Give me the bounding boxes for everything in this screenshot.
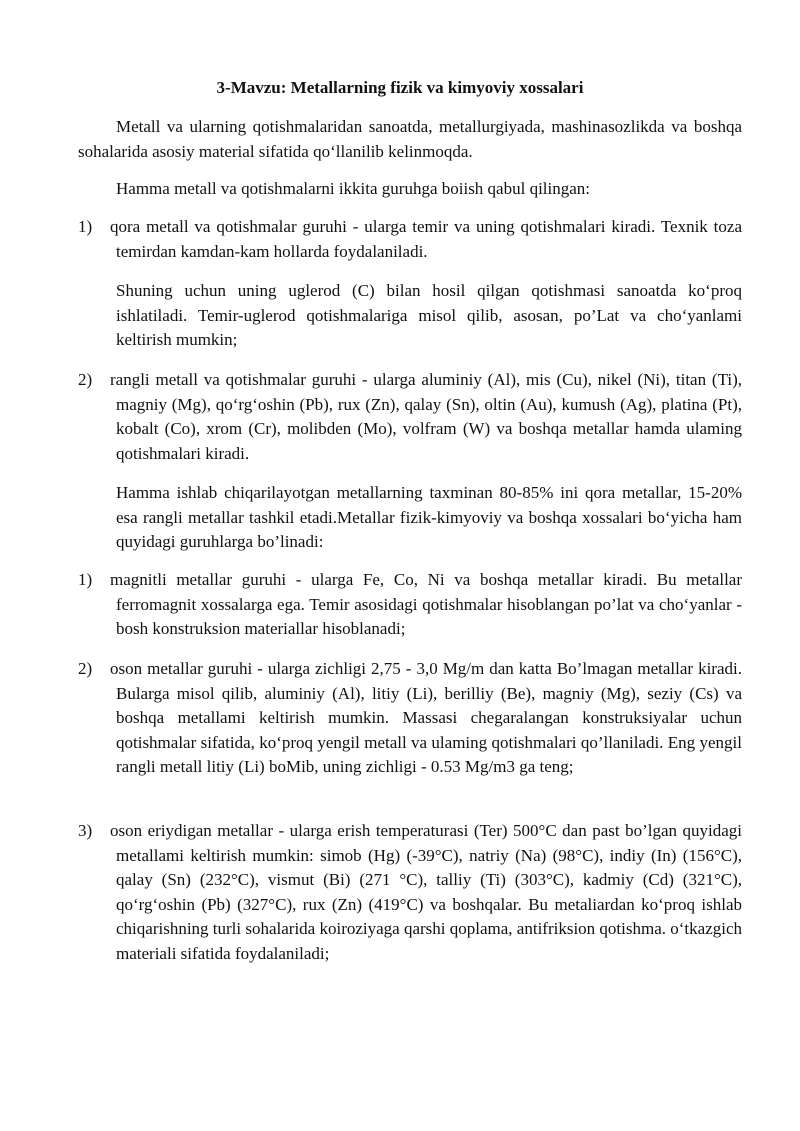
list-item-text: oson metallar guruhi - ularga zichligi 2,75 - 3,0 Mg/m dan katta Bo’lmagan metallar kiradi. Bularga misol qilib, aluminiy (Al), litiy (Li), berilliy (Be), magniy (Mg), seziy (Cs) va boshqa metallami keltirish mumkin. Massasi chegaralangan konstruksiyalar uchun qotishmalar sifatida, ko‘proq yengil metall va ulaming qotishmalari qo’llaniladi. Eng yengil rangli metall litiy (Li) boMib, uning zichligi - 0.53 Mg/m3 ga teng; (110, 659, 742, 776)
list-item (78, 215, 742, 264)
list-item-number: 1) (78, 570, 93, 589)
list-item (78, 819, 742, 966)
list-item (78, 568, 742, 642)
list-note-paragraph: Hamma ishlab chiqarilayotgan metallarning taxminan 80-85% ini qora metallar, 15-20% esa rangli metallar tashkil etadi.Metallar fizik-kimyoviy va boshqa xossalari bo‘yicha ham quyidagi guruhlarga bo’linadi: (116, 483, 742, 551)
document-title: 3-Mavzu: Metallarning fizik va kimyoviy xossalari (216, 78, 584, 97)
list-note-paragraph: Shuning uchun uning uglerod (C) bilan hosil qilgan qotishmasi sanoatda ko‘proq ishlatiladi. Temir-uglerod qotishmalariga misol qilib, asosan, po’Lat va cho‘yanlami keltirish mumkin; (116, 281, 742, 349)
intro-paragraph: Metall va ularning qotishmalaridan sanoatda, metallurgiyada, mashinasozlikda va boshqa sohalarida asosiy material sifatida qo‘llanilib kelinmoqda. (78, 117, 742, 161)
list-item-text: oson eriydigan metallar - ularga erish temperaturasi (Ter) 500°C dan past bo’lgan quyidagi metallami keltirish mumkin: simob (Hg) (-39°C), natriy (Na) (98°C), indiy (In) (156°C), qalay (Sn) (232°C), vismut (Bi) (271 °C), talliy (Ti) (303°C), kadmiy (Cd) (321°C), qo‘rg‘oshin (Pb) (327°C), rux (Zn) (419°C) va boshqalar. Bu metaliardan ko‘proq ishlab chiqarishning turli sohalarida koiroziyaga qarshi qoplama, antifriksion qotishma. o‘tkazgich materiali sifatida foydalaniladi; (110, 821, 743, 963)
list-item-text: magnitli metallar guruhi - ularga Fe, Co, Ni va boshqa metallar kiradi. Bu metallar ferromagnit xossalarga ega. Temir asosidagi qotishmalar hisoblangan po’lat va cho‘yanlar - bosh konstruksion materiallar hisoblanadi; (110, 570, 742, 638)
groups-intro-paragraph: Hamma metall va qotishmalarni ikkita guruhga boiish qabul qilingan: (116, 179, 591, 198)
list-item (78, 657, 742, 780)
list-item-number: 3) (78, 821, 93, 840)
list-item-number: 1) (78, 217, 93, 236)
list-item-text: rangli metall va qotishmalar guruhi - ularga aluminiy (Al), mis (Cu), nikel (Ni), titan (Ti), magniy (Mg), qo‘rg‘oshin (Pb), rux (Zn), qalay (Sn), oltin (Au), kumush (Ag), platina (Pt), kobalt (Co), xrom (Cr), molibden (Mo), volfram (W) va boshqa metallar hamda ulaming qotishmalari kiradi. (110, 370, 742, 463)
list-item (78, 368, 742, 466)
list-item-text: qora metall va qotishmalar guruhi - ularga temir va uning qotishmalari kiradi. Texnik toza temirdan kamdan-kam hollarda foydalaniladi. (110, 217, 742, 261)
list-item-number: 2) (78, 659, 93, 678)
list-item-number: 2) (78, 370, 93, 389)
